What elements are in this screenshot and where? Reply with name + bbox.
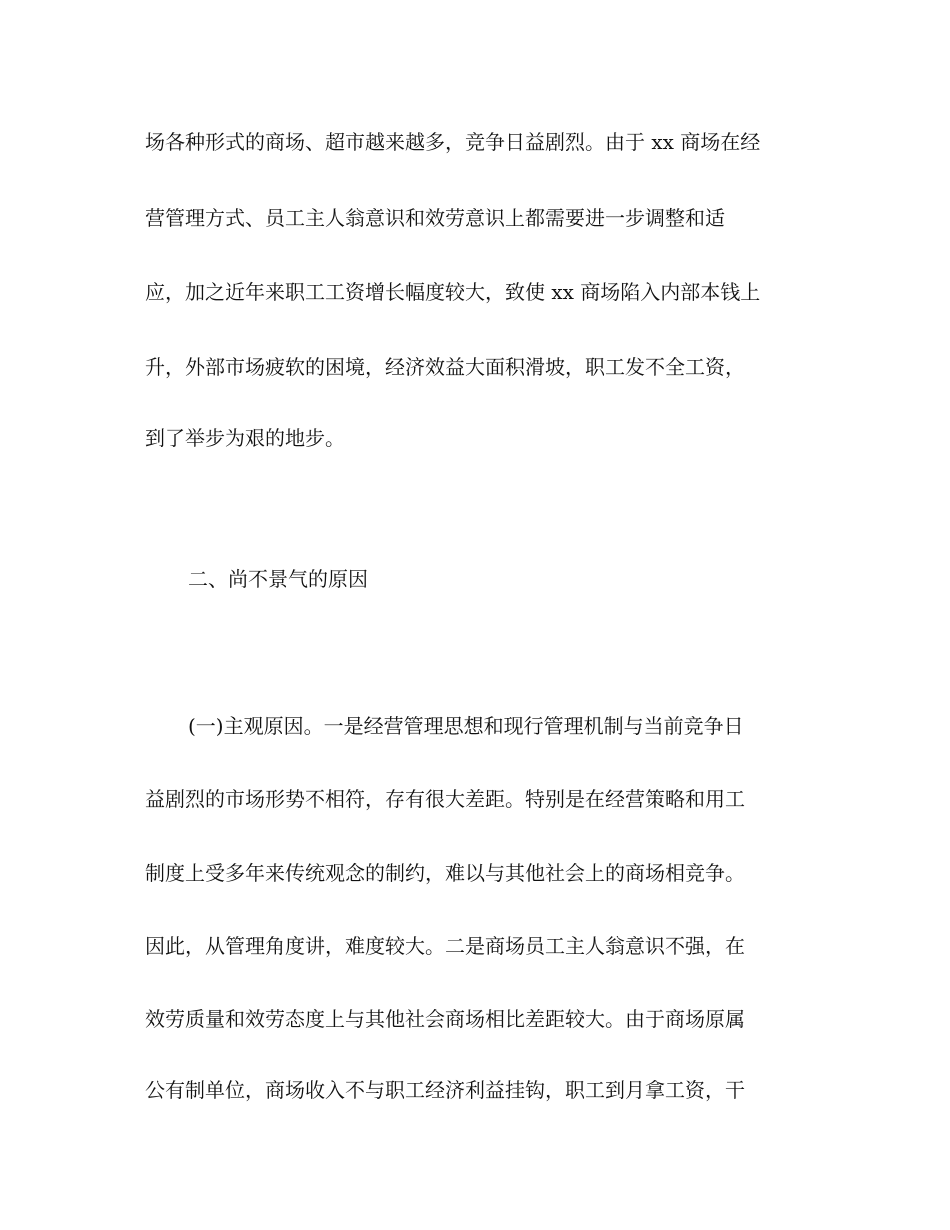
paragraph-2-line-3: 制度上受多年来传统观念的制约，难以与其他社会上的商场相竞争。 — [145, 861, 745, 885]
paragraph-1-line-1: 场各种形式的商场、超市越来越多，竞争日益剧烈。由于 xx 商场在经 — [145, 130, 761, 154]
paragraph-1-line-2: 营管理方式、员工主人翁意识和效劳意识上都需要进一步调整和适 — [145, 206, 725, 230]
paragraph-1-line-5: 到了举步为艰的地步。 — [145, 426, 345, 450]
paragraph-2-line-2: 益剧烈的市场形势不相符，存有很大差距。特别是在经营策略和用工 — [145, 787, 745, 811]
paragraph-2-line-5: 效劳质量和效劳态度上与其他社会商场相比差距较大。由于商场原属 — [145, 1007, 745, 1031]
paragraph-2-line-1: (一)主观原因。一是经营管理思想和现行管理机制与当前竞争日 — [188, 714, 744, 738]
section-heading: 二、尚不景气的原因 — [188, 567, 368, 591]
paragraph-2-line-4: 因此，从管理角度讲，难度较大。二是商场员工主人翁意识不强，在 — [145, 934, 745, 958]
paragraph-1-line-4: 升，外部市场疲软的困境，经济效益大面积滑坡，职工发不全工资， — [145, 355, 745, 379]
paragraph-2-line-6: 公有制单位，商场收入不与职工经济利益挂钩，职工到月拿工资，干 — [145, 1078, 745, 1102]
paragraph-1-line-3: 应，加之近年来职工工资增长幅度较大，致使 xx 商场陷入内部本钱上 — [145, 280, 761, 304]
